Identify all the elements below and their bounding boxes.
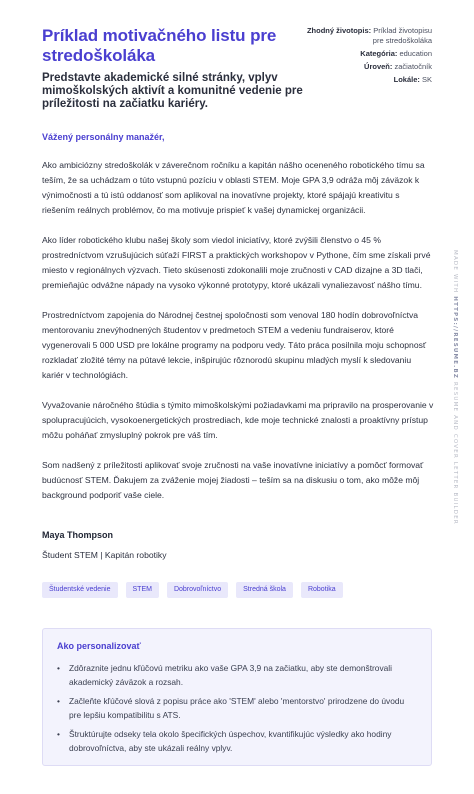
watermark xyxy=(448,250,462,525)
meta-level xyxy=(302,62,432,72)
letter-paragraph: Ako líder robotického klubu našej školy som viedol iniciatívy, ktoré zvýšili členstvo o 45 % prostredníctvom vzrušujúcich súťaží FIRST a praktických workshopov v Pythone, čím sme získali prvé miesto v regionálnych výzvach. Tieto skúsenosti zdokonalili moje zručnosti v CAD dizajne a 3D tlači, premieňajúc odvážne nápady na vysoko výkonné prototypy, ktoré ukázali vynaliezavosť nášho tímu. xyxy=(42,235,431,290)
tag-high-school[interactable]: Stredná škola xyxy=(236,582,293,598)
watermark-link[interactable]: HTTPS://RESUME.BZ xyxy=(452,296,458,380)
meta-value: začiatočník xyxy=(394,62,432,71)
personalization-tips xyxy=(42,628,432,766)
tips-list xyxy=(57,661,417,755)
meta-key: Zhodný životopis: xyxy=(306,26,372,35)
signature-role: Študent STEM | Kapitán robotiky xyxy=(42,550,167,560)
watermark-suffix: RESUME AND COVER LETTER BUILDER xyxy=(452,379,458,525)
watermark-prefix: MADE WITH xyxy=(452,250,458,297)
tip-item: • Začleňte kľúčové slová z popisu práce ako 'STEM' alebo 'mentorstvo' prirodzene do úvodu pre lepšiu kompatibilitu s ATS. xyxy=(57,694,417,722)
meta-value[interactable]: Príklad životopisu pre stredoškoláka xyxy=(372,26,432,45)
tag-volunteering[interactable]: Dobrovoľníctvo xyxy=(167,582,228,598)
letter-paragraph: Prostredníctvom zapojenia do Národnej čestnej spoločnosti som venoval 180 hodín dobrovoľníctva mentorovaniu znevýhodnených študentov v predmetoch STEM a vedeniu fundraiserov, ktoré vygenerovali 5 000 USD pre lokálne programy na podporu vedy. Táto práca posilnila moju schopnosť rozkladať zložité témy na pútavé lekcie, inšpirujúc rôznorodú skupinu mladých myslí k sledovaniu kariér v technológiách. xyxy=(42,310,427,380)
salutation: Vážený personálny manažér, xyxy=(42,132,165,142)
signature-name: Maya Thompson xyxy=(42,530,114,540)
meta-value: education xyxy=(399,49,432,58)
tip-item: • Štruktúrujte odseky tela okolo špecifických úspechov, kvantifikujúc výsledky ako hodiny dobrovoľníctva, aby ste ukázali reálny vplyv. xyxy=(57,727,417,755)
metadata-panel xyxy=(302,26,432,88)
page-title: Príklad motivačného listu pre stredoškoláka xyxy=(42,26,277,65)
meta-category xyxy=(302,49,432,59)
meta-locale xyxy=(302,75,432,85)
signature-block xyxy=(42,528,167,562)
tag-student-leadership[interactable]: Študentské vedenie xyxy=(42,582,118,598)
tag-list xyxy=(42,582,343,598)
meta-value: SK xyxy=(421,75,432,84)
letter-paragraph: Vyvažovanie náročného štúdia s týmito mimoškolskými požiadavkami ma pripravilo na prosperovanie v spolupracujúcich, vysokoenergetických prostrediach, kde moje technické znalosti a proaktívny prístup môžu poháňať zmysluplný pokrok pre váš tím. xyxy=(42,400,434,440)
document-header xyxy=(42,26,342,111)
tag-stem[interactable]: STEM xyxy=(126,582,159,598)
meta-key: Úroveň: xyxy=(364,62,393,71)
letter-paragraph: Som nadšený z príležitosti aplikovať svoje zručnosti na vaše inovatívne iniciatívy a pomôcť formovať budúcnosť STEM. Ďakujem za zváženie mojej žiadosti – teším sa na diskusiu o tom, ako môže môj background podporiť vaše ciele. xyxy=(42,460,424,500)
meta-key: Kategória: xyxy=(360,49,398,58)
meta-key: Lokále: xyxy=(393,75,420,84)
letter-paragraph: Ako ambiciózny stredoškolák v záverečnom ročníku a kapitán nášho oceneného robotického tímu sa teším, že sa uchádzam o túto vstupnú pozíciu v oblasti STEM. Moje GPA 3,9 odráža môj záväzok k výnimočnosti a tú istú oddanosť som aplikoval na inovatívne projekty, ktoré spájajú kreativitu s riešením reálnych problémov, čo ma motivuje prispieť k vašej dynamickej organizácii. xyxy=(42,160,425,215)
watermark-text xyxy=(452,250,458,525)
meta-matching-resume xyxy=(302,26,432,46)
tag-robotics[interactable]: Robotika xyxy=(301,582,343,598)
tip-item: • Zdôraznite jednu kľúčovú metriku ako vaše GPA 3,9 na začiatku, aby ste demonštrovali akademický záväzok a rozsah. xyxy=(57,661,417,689)
page-subtitle: Predstavte akademické silné stránky, vplyv mimoškolských aktivít a komunitné vedenie pre príležitosti na začiatku kariéry. xyxy=(42,72,303,110)
tips-title: Ako personalizovať xyxy=(57,641,141,651)
letter-body xyxy=(42,130,434,518)
